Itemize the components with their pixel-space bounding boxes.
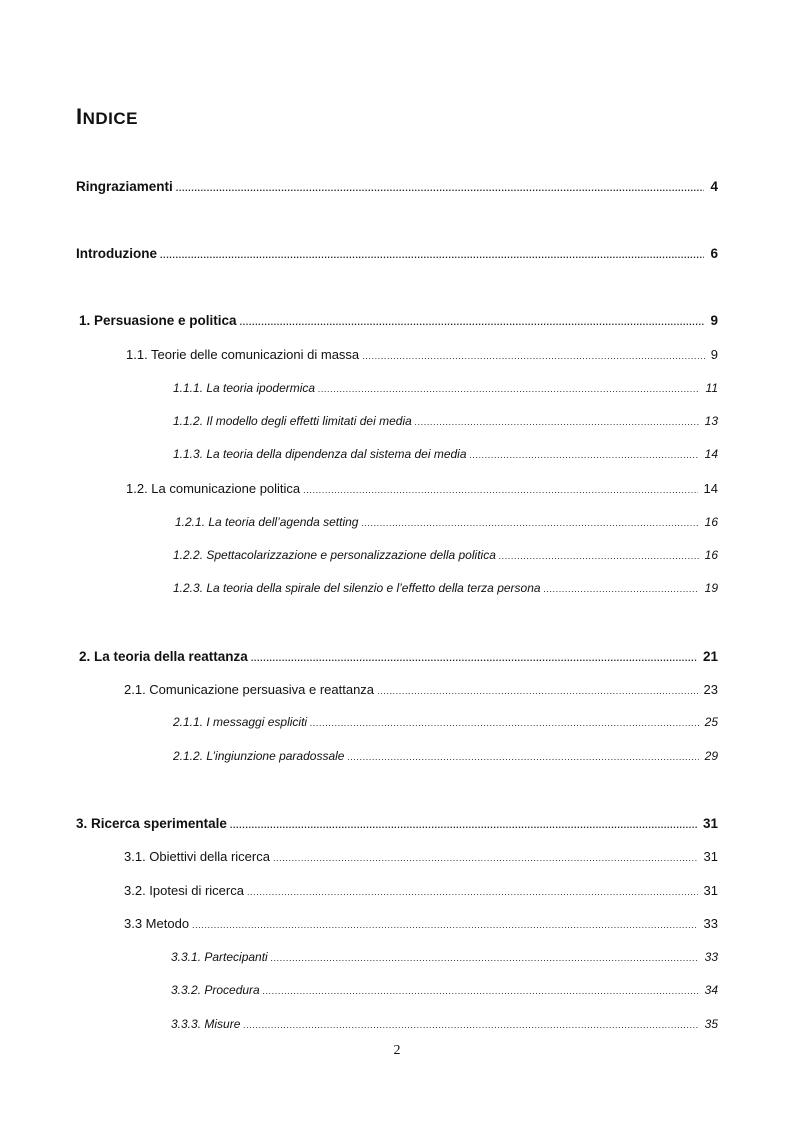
toc-entry-section-3-1[interactable] [124,849,718,864]
toc-entry-title: 2.1. Comunicazione persuasiva e reattanza [124,682,375,697]
toc-dot-leader [361,518,698,528]
toc-entry-subsection-3-3-1[interactable] [171,950,718,964]
toc-entry-title: Introduzione [76,246,157,261]
toc-entry-title: 2.1.1. I messaggi espliciti [173,715,308,729]
toc-dot-leader [415,417,699,427]
toc-entry-page: 35 [704,1017,718,1031]
toc-entry-page: 29 [704,749,718,763]
toc-entry-title: Ringraziamenti [76,179,173,194]
toc-entry-page: 23 [703,682,718,697]
toc-dot-leader [499,551,699,561]
toc-entry-page: 33 [703,916,718,931]
toc-entry-title: 2.1.2. L’ingiunzione paradossale [173,749,345,763]
toc-entry-page: 14 [704,447,718,461]
toc-entry-page: 25 [704,715,718,729]
toc-entry-page: 34 [704,983,718,997]
toc-entry-section-1-2[interactable] [126,481,718,496]
toc-entry-ringraziamenti[interactable] [76,179,718,194]
toc-dot-leader [240,317,705,327]
toc-dot-leader [271,953,699,963]
toc-entry-subsection-1-2-3[interactable] [173,581,718,595]
toc-dot-leader [247,887,698,897]
toc-entry-section-1-1[interactable] [126,347,718,362]
toc-dot-leader [251,653,697,663]
toc-entry-subsection-1-1-2[interactable] [173,414,718,428]
toc-entry-page: 16 [704,515,718,529]
toc-entry-section-3-2[interactable] [124,883,718,898]
toc-entry-title: 1.1.3. La teoria della dipendenza dal sistema dei media [173,447,467,461]
toc-entry-page: 9 [710,313,718,328]
toc-dot-leader [273,853,698,863]
toc-entry-page: 6 [710,246,718,261]
toc-entry-page: 13 [704,414,718,428]
toc-entry-page: 16 [704,548,718,562]
toc-entry-title: 1.2.1. La teoria dell’agenda setting [175,515,359,529]
page-title-initial: I [76,104,83,129]
toc-entry-title: 1.2.2. Spettacolarizzazione e personalizzazione della politica [173,548,496,562]
toc-entry-subsection-1-2-2[interactable] [173,548,718,562]
toc-entry-title: 3. Ricerca sperimentale [76,816,227,831]
toc-dot-leader [243,1020,698,1030]
toc-dot-leader [318,384,699,394]
toc-entry-page: 4 [710,179,718,194]
toc-dot-leader [160,250,704,260]
toc-dot-leader [544,584,699,594]
page-title [76,95,138,132]
toc-entry-introduzione[interactable] [76,246,718,261]
toc-entry-title: 3.3.3. Misure [171,1017,241,1031]
toc-entry-page: 31 [703,883,718,898]
toc-entry-subsection-1-1-3[interactable] [173,447,718,461]
toc-entry-title: 1.1.2. Il modello degli effetti limitati dei media [173,414,412,428]
toc-entry-page: 19 [704,581,718,595]
toc-entry-chapter-1[interactable] [79,313,718,328]
toc-entry-page: 9 [710,347,718,362]
toc-entry-subsection-3-3-2[interactable] [171,983,718,997]
toc-entry-title: 3.1. Obiettivi della ricerca [124,849,270,864]
toc-entry-section-2-1[interactable] [124,682,718,697]
toc-entry-title: 1.1. Teorie delle comunicazioni di massa [126,347,360,362]
toc-entry-title: 3.2. Ipotesi di ricerca [124,883,244,898]
toc-entry-subsection-2-1-2[interactable] [173,749,718,763]
toc-dot-leader [263,986,699,996]
toc-entry-subsection-1-2-1[interactable] [175,515,718,529]
toc-entry-subsection-2-1-1[interactable] [173,715,718,729]
toc-dot-leader [377,686,697,696]
toc-entry-page: 31 [703,849,718,864]
toc-entry-title: 1.2. La comunicazione politica [126,481,301,496]
toc-dot-leader [347,752,698,762]
toc-entry-page: 21 [702,649,718,664]
toc-entry-page: 14 [703,481,718,496]
toc-dot-leader [470,450,699,460]
toc-dot-leader [310,718,699,728]
toc-entry-title: 2. La teoria della reattanza [79,649,248,664]
toc-entry-title: 1.2.3. La teoria della spirale del silenzio e l’effetto della terza persona [173,581,541,595]
toc-entry-title: 1. Persuasione e politica [79,313,237,328]
toc-entry-page: 11 [705,381,718,395]
toc-entry-page: 33 [704,950,718,964]
toc-dot-leader [303,485,697,495]
toc-entry-subsection-3-3-3[interactable] [171,1017,718,1031]
toc-entry-subsection-1-1-1[interactable] [173,381,718,395]
toc-dot-leader [192,920,697,930]
toc-entry-title: 3.3 Metodo [124,916,190,931]
page-number: 2 [393,1043,401,1058]
page-title-rest: NDICE [82,109,139,128]
toc-dot-leader [230,820,697,830]
toc-entry-title: 3.3.1. Partecipanti [171,950,268,964]
toc-entry-chapter-2[interactable] [79,649,718,664]
toc-entry-title: 3.3.2. Procedura [171,983,260,997]
toc-entry-title: 1.1.1. La teoria ipodermica [173,381,316,395]
toc-dot-leader [176,183,705,193]
toc-entry-chapter-3[interactable] [76,816,718,831]
toc-entry-page: 31 [702,816,718,831]
toc-entry-section-3-3[interactable] [124,916,718,931]
toc-dot-leader [362,351,705,361]
